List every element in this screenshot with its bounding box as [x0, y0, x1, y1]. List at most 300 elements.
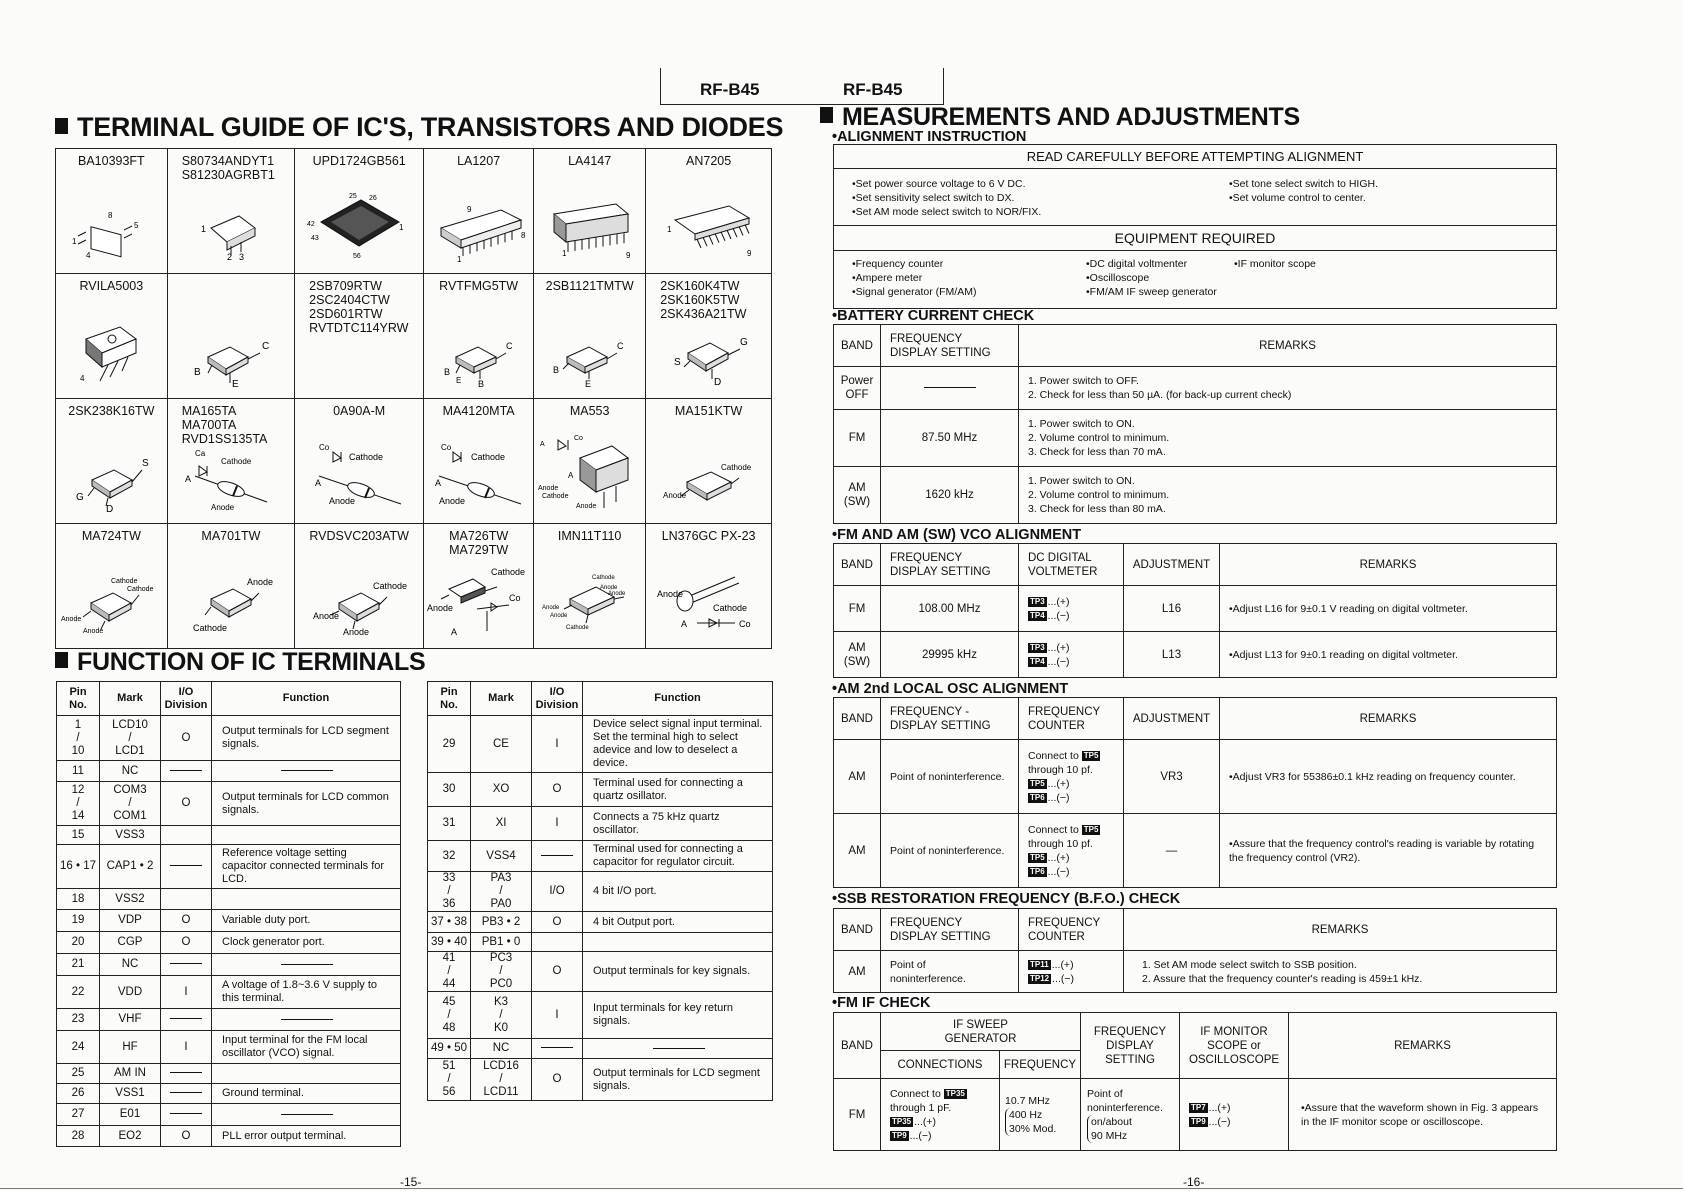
cell-io: I/O [532, 872, 583, 912]
cell-fn: Output terminals for key signals. [583, 952, 773, 992]
component-cell [295, 149, 424, 274]
component-cell [56, 149, 168, 274]
package-drawing [309, 442, 409, 515]
cell-fn: 4 bit I/O port. [583, 872, 773, 912]
cell-io [161, 1009, 212, 1031]
function-table-left [56, 681, 401, 1147]
fmif-r1-disp: Point of noninterference. on/about 90 MHz [1081, 1079, 1180, 1151]
package-drawing [181, 571, 281, 640]
ic-dip-icon [427, 192, 531, 262]
osc-r1-freq: Point of noninterference. [881, 740, 1019, 814]
table-row [57, 910, 401, 932]
cell-fn [212, 1064, 401, 1084]
cell-fn [212, 826, 401, 845]
list-item: •Oscilloscope [1086, 272, 1150, 284]
diode-axial-icon [309, 442, 409, 512]
osc-r2-counter: Connect to TP5 through 10 pf. TP5 ...(+) TP6 ...(−) [1019, 814, 1124, 888]
component-cell [167, 149, 294, 274]
cell-pin: 23 [57, 1009, 100, 1031]
cell-fn: Ground terminal. [212, 1084, 401, 1104]
osc-r2-freq: Point of noninterference. [881, 814, 1019, 888]
cell-io [161, 845, 212, 889]
cell-mark: PA3 / PA0 [471, 872, 532, 912]
cell-pin: 16 • 17 [57, 845, 100, 889]
fmif-h-band: BAND [834, 1013, 881, 1079]
alignment-instruction-title: •ALIGNMENT INSTRUCTION [832, 129, 1027, 145]
cell-pin: 15 [57, 826, 100, 845]
cell-pin: 33 / 36 [428, 872, 471, 912]
page-number-right: -16- [1183, 1175, 1205, 1189]
cell-pin: 18 [57, 889, 100, 910]
osc-table [833, 697, 1557, 888]
equipment-header: EQUIPMENT REQUIRED [834, 225, 1556, 251]
cell-fn: Output terminals for LCD segment signals. [583, 1059, 773, 1101]
cell-io: I [161, 976, 212, 1009]
ic-soic-icon [66, 202, 156, 262]
vco-r1-band: FM [834, 586, 881, 632]
diode-sot-icon [61, 571, 161, 637]
cell-io [161, 761, 212, 782]
fmif-title: •FM IF CHECK [832, 995, 931, 1011]
package-drawing [191, 202, 271, 265]
part-number: LA1207 [457, 154, 501, 168]
pin-label: Cathode [470, 452, 505, 462]
vco-r1-remarks: •Adjust L16 for 9±0.1 V reading on digital voltmeter. [1220, 586, 1557, 632]
pin-label: 2 [226, 252, 232, 262]
vco-h-adj: ADJUSTMENT [1124, 544, 1220, 586]
cell-io [161, 889, 212, 910]
pin-label: 4 [80, 374, 85, 383]
pin-label: C [616, 341, 624, 351]
component-cell [295, 274, 424, 399]
component-cell [534, 399, 646, 524]
cell-pin: 41 / 44 [428, 952, 471, 992]
pin-label: 8 [108, 211, 113, 220]
diode-array-icon [538, 567, 642, 637]
col-pin: Pin No. [57, 682, 100, 716]
cell-io: O [161, 782, 212, 826]
battery-r2-remarks: 1. Power switch to ON. 2. Volume control to minimum. 3. Check for less than 70 mA. [1019, 410, 1557, 467]
osc-r1-band: AM [834, 740, 881, 814]
cell-mark: VSS1 [100, 1084, 161, 1104]
cell-io: O [161, 716, 212, 761]
cell-pin: 1 / 10 [57, 716, 100, 761]
pin-label: Co [440, 443, 451, 452]
table-row [57, 954, 401, 976]
led-icon [657, 567, 761, 637]
fmif-h-disp: FREQUENCY DISPLAY SETTING [1081, 1013, 1180, 1079]
component-cell [646, 149, 772, 274]
cell-mark: PC3 / PC0 [471, 952, 532, 992]
read-carefully-box [833, 144, 1557, 309]
battery-h-band: BAND [834, 325, 881, 367]
pin-label: Anode [61, 616, 82, 623]
package-drawing [309, 571, 409, 640]
part-number: MA701TW [201, 529, 261, 543]
cell-fn: Variable duty port. [212, 910, 401, 932]
cell-mark: NC [100, 954, 161, 976]
cell-pin: 20 [57, 932, 100, 954]
col-function: Function [212, 682, 401, 716]
pin-label: 1 [666, 225, 672, 234]
component-cell [646, 274, 772, 399]
pin-label: Cathode [541, 493, 569, 500]
setup-left [852, 177, 1041, 219]
pin-label: Co [573, 435, 583, 442]
pin-label: 1 [399, 223, 404, 232]
pin-label: 4 [86, 251, 91, 260]
osc-r1-adj: VR3 [1124, 740, 1220, 814]
cell-pin: 25 [57, 1064, 100, 1084]
cell-io: O [532, 952, 583, 992]
fmif-r1-freq: 10.7 MHz 400 Hz 30% Mod. [1000, 1079, 1081, 1151]
cell-fn [583, 1039, 773, 1059]
cell-pin: 31 [428, 807, 471, 841]
vco-h-remarks: REMARKS [1220, 544, 1557, 586]
cell-mark: CE [471, 716, 532, 773]
pin-label: E [455, 376, 461, 385]
component-cell [534, 149, 646, 274]
part-number: UPD1724GB561 [312, 154, 406, 168]
pin-label: C [505, 341, 513, 351]
component-cell [534, 274, 646, 399]
pin-label: Anode [83, 628, 104, 635]
ssb-r1-freq: Point of noninterference. [881, 951, 1019, 993]
pin-label: Anode [246, 577, 273, 587]
package-drawing [538, 567, 642, 640]
pin-label: Anode [607, 591, 625, 597]
table-row [57, 932, 401, 954]
package-drawing [186, 327, 276, 390]
square-bullet-icon [55, 652, 68, 668]
pin-label: S [673, 357, 681, 368]
pin-label: Anode [599, 585, 617, 591]
measurements-title: MEASUREMENTS AND ADJUSTMENTS [820, 103, 1300, 132]
pin-label: Anode [537, 485, 558, 492]
ssb-r1-band: AM [834, 951, 881, 993]
battery-check-title: •BATTERY CURRENT CHECK [832, 308, 1035, 324]
transistor-sot23-icon [434, 331, 524, 387]
battery-r1-freq [881, 367, 1019, 410]
package-drawing [181, 442, 281, 515]
pin-label: 1 [200, 224, 206, 234]
pin-label: Anode [329, 496, 356, 506]
part-number: MA4120MTA [442, 404, 515, 418]
cell-mark: PB1 • 0 [471, 933, 532, 952]
part-number: MA724TW [81, 529, 141, 543]
cell-pin: 39 • 40 [428, 933, 471, 952]
list-item: •DC digital voltmenter [1086, 258, 1188, 270]
cell-fn: Reference voltage setting capacitor connected terminals for LCD. [212, 845, 401, 889]
pin-label: B [477, 379, 484, 387]
vco-r2-remarks: •Adjust L13 for 9±0.1 reading on digital voltmeter. [1220, 632, 1557, 678]
cell-io [532, 933, 583, 952]
cell-io [532, 1039, 583, 1059]
cell-fn: Clock generator port. [212, 932, 401, 954]
cell-fn [583, 933, 773, 952]
cell-mark: E01 [100, 1104, 161, 1126]
transistor-mini-icon [186, 327, 276, 387]
transistor-to220-icon [66, 319, 156, 387]
ssb-h-freq: FREQUENCY DISPLAY SETTING [881, 909, 1019, 951]
pin-label: Cathode [565, 625, 589, 631]
pin-label: A [680, 619, 687, 629]
pin-label: A [567, 471, 573, 480]
cell-mark: XI [471, 807, 532, 841]
pin-label: 5 [134, 221, 139, 230]
pin-label: A [184, 474, 191, 484]
cell-mark: VSS3 [100, 826, 161, 845]
pin-label: Cathode [490, 567, 525, 577]
cell-mark: NC [471, 1039, 532, 1059]
cell-fn: Terminal used for connecting a capacitor for regulator circuit. [583, 841, 773, 872]
component-cell [56, 274, 168, 399]
package-drawing [66, 448, 156, 515]
table-row [428, 1039, 773, 1059]
component-cell [424, 149, 534, 274]
cell-pin: 11 [57, 761, 100, 782]
cell-io: I [532, 716, 583, 773]
fet-mini-icon [664, 323, 754, 387]
osc-h-adj: ADJUSTMENT [1124, 698, 1220, 740]
cell-io [161, 826, 212, 845]
part-number: 2SB1121TMTW [545, 279, 634, 293]
table-row [57, 761, 401, 782]
fmif-table [833, 1012, 1557, 1151]
pin-label: Co [738, 619, 751, 629]
cell-fn: 4 bit Output port. [583, 912, 773, 933]
ssb-h-band: BAND [834, 909, 881, 951]
function-title: FUNCTION OF IC TERMINALS [55, 648, 425, 677]
component-cell [56, 524, 168, 649]
part-number: S80734ANDYT1 S81230AGRBT1 [181, 154, 275, 182]
cell-io: O [161, 910, 212, 932]
pin-label: D [106, 504, 114, 512]
part-number: IMN11T110 [557, 529, 622, 543]
pin-label: A [450, 627, 457, 637]
package-drawing [61, 571, 161, 640]
package-drawing [427, 192, 531, 265]
cell-fn: Input terminal for the FM local oscillator (VCO) signal. [212, 1031, 401, 1064]
table-row [57, 976, 401, 1009]
table-row [57, 1031, 401, 1064]
list-item: •Signal generator (FM/AM) [852, 286, 977, 298]
pin-label: Cathode [712, 603, 747, 613]
ssb-h-remarks: REMARKS [1124, 909, 1557, 951]
equip-col1 [852, 257, 976, 299]
cell-pin: 21 [57, 954, 100, 976]
component-cell [424, 274, 534, 399]
pin-label: Anode [575, 503, 596, 510]
package-drawing [429, 442, 529, 515]
vco-table [833, 543, 1557, 678]
table-row [57, 1009, 401, 1031]
pin-label: 9 [466, 205, 472, 214]
pin-label: A [315, 478, 322, 488]
table-row [57, 1084, 401, 1104]
package-drawing [66, 319, 156, 390]
fmif-h-sweep: IF SWEEP GENERATOR [881, 1013, 1081, 1051]
component-cell [646, 399, 772, 524]
table-row [57, 845, 401, 889]
pin-label: E [231, 379, 239, 387]
pin-label: Anode [541, 605, 559, 611]
component-cell [424, 524, 534, 649]
vco-h-band: BAND [834, 544, 881, 586]
vco-h-dc: DC DIGITAL VOLTMETER [1019, 544, 1124, 586]
ic-sip-icon [538, 192, 642, 262]
osc-title: •AM 2nd LOCAL OSC ALIGNMENT [832, 681, 1069, 697]
list-item: •Set sensitivity select switch to DX. [852, 192, 1015, 204]
vco-r1-freq: 108.00 MHz [881, 586, 1019, 632]
table-row [428, 912, 773, 933]
cell-fn: Device select signal input terminal. Set the terminal high to select adevice and low to deselect a device. [583, 716, 773, 773]
pin-label: 9 [625, 251, 631, 260]
cell-pin: 24 [57, 1031, 100, 1064]
pin-label: Cathode [192, 623, 227, 633]
cell-fn: PLL error output terminal. [212, 1126, 401, 1147]
pin-label: Cathode [127, 586, 154, 593]
pin-label: Anode [549, 613, 567, 619]
cell-pin: 19 [57, 910, 100, 932]
part-number: 2SK160K4TW 2SK160K5TW 2SK436A21TW [660, 279, 747, 321]
component-cell [295, 399, 424, 524]
cell-pin: 29 [428, 716, 471, 773]
diode-glass-icon [181, 442, 281, 512]
pin-label: S [142, 458, 150, 469]
ic-qfp-icon [307, 188, 411, 262]
function-table-right [427, 681, 773, 1101]
part-number: RVTFMG5TW [439, 279, 519, 293]
cell-io: I [161, 1031, 212, 1064]
vco-r2-adj: L13 [1124, 632, 1220, 678]
square-bullet-icon [820, 107, 833, 123]
battery-r2-band: FM [834, 410, 881, 467]
pin-label: C [261, 341, 270, 352]
diode-package-icon [538, 432, 642, 512]
list-item: •Set tone select switch to HIGH. [1229, 178, 1378, 190]
part-number: MA151KTW [674, 404, 743, 418]
cell-fn: A voltage of 1.8~3.6 V supply to this terminal. [212, 976, 401, 1009]
pin-label: 1 [561, 249, 567, 258]
ssb-r1-remarks: 1. Set AM mode select switch to SSB position. 2. Assure that the frequency counter's reading is 459±1 kHz. [1124, 951, 1557, 993]
battery-h-freq: FREQUENCY DISPLAY SETTING [881, 325, 1019, 367]
pin-label: Anode [656, 589, 683, 599]
cell-mark: HF [100, 1031, 161, 1064]
diode-sot2-icon [181, 571, 281, 637]
vco-title: •FM AND AM (SW) VCO ALIGNMENT [832, 527, 1082, 543]
equip-col2 [1086, 257, 1217, 299]
osc-r2-band: AM [834, 814, 881, 888]
osc-r1-remarks: •Adjust VR3 for 55386±0.1 kHz reading on frequency counter. [1220, 740, 1557, 814]
cell-mark: LCD10 / LCD1 [100, 716, 161, 761]
osc-h-remarks: REMARKS [1220, 698, 1557, 740]
osc-r1-counter: Connect to TP5 through 10 pf. TP5 ...(+) TP6 ...(−) [1019, 740, 1124, 814]
component-cell [424, 399, 534, 524]
part-number: LA4147 [568, 154, 612, 168]
package-drawing [545, 331, 635, 390]
battery-r3-freq: 1620 kHz [881, 467, 1019, 524]
model-left: RF-B45 [700, 80, 760, 99]
cell-io [532, 841, 583, 872]
pin-label: Cathode [373, 581, 408, 591]
vco-r1-dc: TP3 ...(+) TP4 ...(−) [1019, 586, 1124, 632]
table-row [428, 872, 773, 912]
cell-mark: EO2 [100, 1126, 161, 1147]
fmif-h-scope: IF MONITOR SCOPE or OSCILLOSCOPE [1180, 1013, 1289, 1079]
package-drawing [66, 202, 156, 265]
fmif-r1-remarks: •Assure that the waveform shown in Fig. 3 appears in the IF monitor scope or oscilloscope. [1289, 1079, 1557, 1151]
diode-mini-icon [659, 448, 759, 512]
diode-smd-icon [427, 561, 531, 637]
pin-label: Cathode [591, 575, 615, 581]
list-item: •Frequency counter [852, 258, 944, 270]
part-number: 2SK238K16TW [68, 404, 155, 418]
cell-fn: Terminal used for connecting a quartz osillator. [583, 773, 773, 807]
pin-label: Ca [194, 449, 206, 458]
equip-col3 [1234, 257, 1316, 271]
cell-mark: VDP [100, 910, 161, 932]
col-io: I/O Division [161, 682, 212, 716]
battery-h-remarks: REMARKS [1019, 325, 1557, 367]
cell-mark: VSS2 [100, 889, 161, 910]
table-row [57, 889, 401, 910]
cell-fn [212, 1009, 401, 1031]
cell-pin: 32 [428, 841, 471, 872]
component-cell [295, 524, 424, 649]
pin-label: Anode [662, 491, 686, 500]
cell-pin: 28 [57, 1126, 100, 1147]
ssb-table [833, 908, 1557, 993]
cell-fn: Connects a 75 kHz quartz oscillator. [583, 807, 773, 841]
part-number: BA10393FT [77, 154, 145, 168]
part-number: LN376GC PX-23 [661, 529, 756, 543]
fmif-h-freq: FREQUENCY [1000, 1051, 1081, 1079]
cell-fn: Input terminals for key return signals. [583, 992, 773, 1039]
table-row [428, 716, 773, 773]
cell-fn: Output terminals for LCD segment signals. [212, 716, 401, 761]
component-cell [167, 399, 294, 524]
cell-pin: 49 • 50 [428, 1039, 471, 1059]
model-right: RF-B45 [843, 80, 903, 99]
ssb-title: •SSB RESTORATION FREQUENCY (B.F.O.) CHECK [832, 891, 1181, 907]
table-row [57, 716, 401, 761]
ic-sip9-icon [657, 192, 761, 262]
package-drawing [538, 192, 642, 265]
pin-label: 9 [746, 249, 752, 258]
package-drawing [427, 561, 531, 640]
diode-axial2-icon [429, 442, 529, 512]
cell-fn [212, 889, 401, 910]
cell-fn [212, 761, 401, 782]
col-mark: Mark [100, 682, 161, 716]
cell-mark: LCD16 / LCD11 [471, 1059, 532, 1101]
ic-sot89-icon [191, 202, 271, 262]
cell-io [161, 1084, 212, 1104]
package-drawing [657, 567, 761, 640]
part-number: RVDSVC203ATW [309, 529, 409, 543]
fet-sot-icon [66, 448, 156, 512]
list-item: •Set power source voltage to 6 V DC. [852, 178, 1026, 190]
diode-varicap-icon [309, 571, 409, 637]
table-row [428, 1059, 773, 1101]
pin-label: Cathode [720, 463, 751, 472]
cell-mark: AM IN [100, 1064, 161, 1084]
pin-label: A [539, 441, 545, 448]
cell-pin: 12 / 14 [57, 782, 100, 826]
pin-label: 43 [311, 235, 319, 242]
component-cell [56, 399, 168, 524]
